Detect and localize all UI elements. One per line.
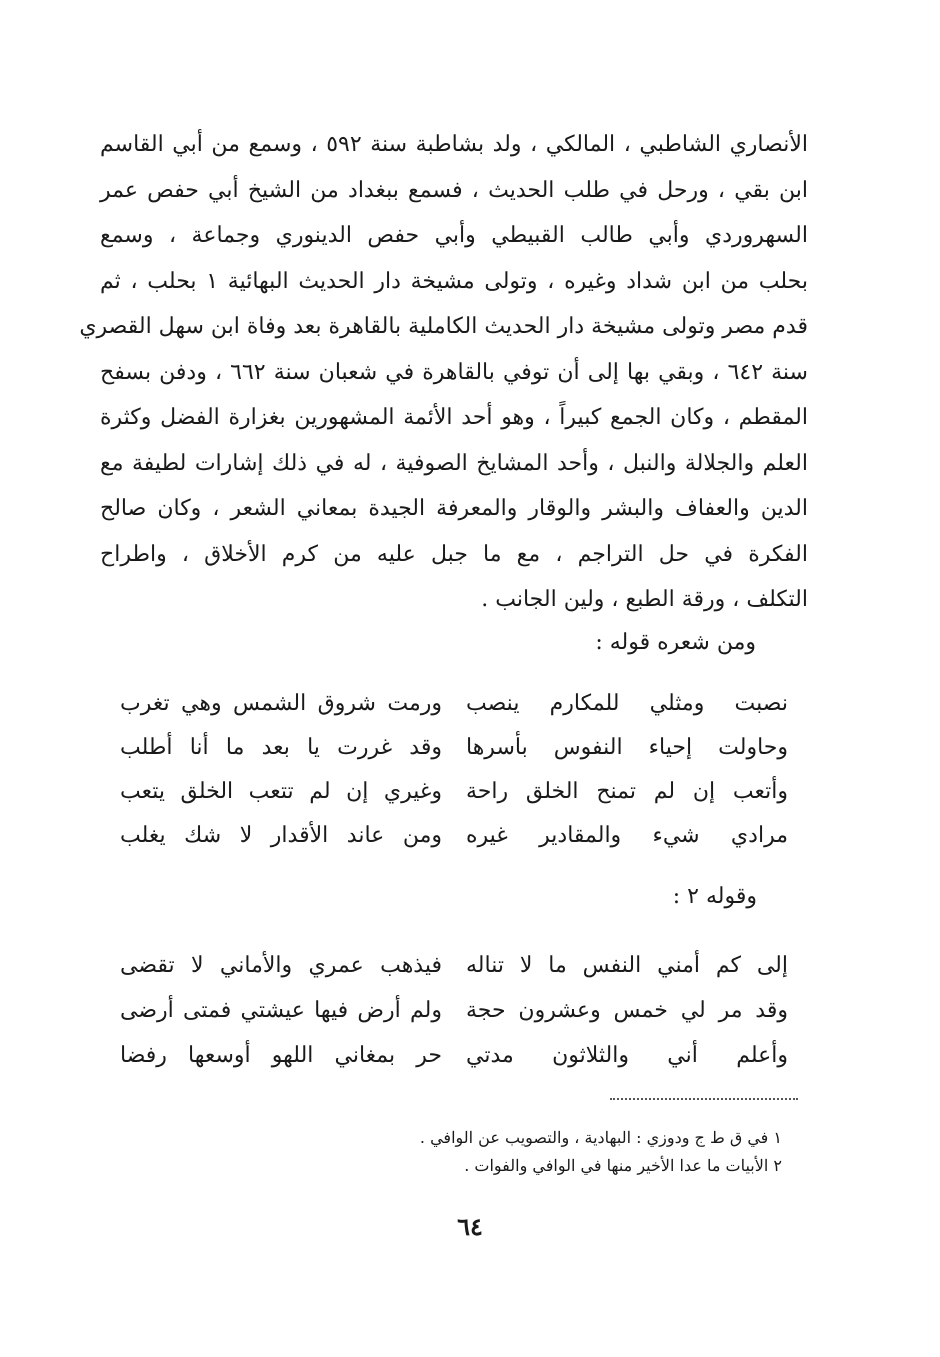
verse-first-hemistich: إلى كم أمني النفس ما لا تناله	[466, 953, 788, 978]
verse	[120, 682, 788, 726]
verse	[120, 943, 788, 988]
verse-second-hemistich: ولم أرض فيها عيشتي فمتى أرضى	[120, 998, 442, 1023]
verse-second-hemistich: حر بمغاني اللهو أوسعها رفضا	[120, 1043, 442, 1068]
poem	[120, 943, 788, 1078]
poem	[120, 682, 788, 858]
verse-first-hemistich: نصبت ومثلي للمكارم ينصب	[466, 691, 788, 716]
page-number: ٦٤	[457, 1212, 483, 1241]
verse-first-hemistich: مرادي شيء والمقادير غيره	[466, 823, 788, 848]
prose-line: بحلب من ابن شداد وغيره ، وتولى مشيخة دار الحديث البهائية ١ بحلب ، ثم	[100, 268, 808, 294]
biography-paragraph	[79, 122, 808, 623]
verse-first-hemistich: وأتعب إن لم تمنح الخلق راحة	[466, 779, 788, 804]
prose-line: الدين والعفاف والبشر والوقار والمعرفة الجيدة بمعاني الشعر ، وكان صالح	[100, 496, 808, 521]
verse-second-hemistich: وقد غررت يا بعد ما أنا أطلب	[120, 735, 442, 760]
prose-line: السهروردي وأبي طالب القبيطي وأبي حفص الدينوري وجماعة ، وسمع	[100, 223, 808, 248]
verse-first-hemistich: وحاولت إحياء النفوس بأسرها	[466, 735, 788, 760]
verse-second-hemistich: وغيري إن لم تتعب الخلق يتعب	[120, 779, 442, 804]
prose-line: الأنصاري الشاطبي ، المالكي ، ولد بشاطبة سنة ٥٩٢ ، وسمع من أبي القاسم	[100, 132, 808, 157]
prose-line: قدم مصر وتولى مشيخة دار الحديث الكاملية بالقاهرة بعد وفاة ابن سهل القصري	[79, 314, 808, 339]
verse-first-hemistich: وقد مر لي خمس وعشرون حجة	[466, 998, 788, 1023]
verse	[120, 770, 788, 814]
prose-line: العلم والجلالة والنبل ، وأحد المشايخ الصوفية ، له في ذلك إشارات لطيفة مع	[100, 450, 808, 476]
verse	[120, 1033, 788, 1078]
verse-second-hemistich: ومن عاند الأقدار لا شك يغلب	[120, 823, 442, 848]
prose-line: المقطم ، وكان الجمع كبيراً ، وهو أحد الأئمة المشهورين بغزارة الفضل وكثرة	[100, 405, 808, 430]
verse	[120, 988, 788, 1033]
prose-line: سنة ٦٤٢ ، وبقي بها إلى أن توفي بالقاهرة في شعبان سنة ٦٦٢ ، ودفن بسفح	[100, 359, 808, 385]
footnote-divider	[610, 1098, 798, 1100]
verse	[120, 726, 788, 770]
verse-second-hemistich: ورمت شروق الشمس وهي تغرب	[120, 691, 442, 716]
prose-line: الفكرة في حل التراجم ، مع ما جبل عليه من كرم الأخلاق ، واطراح	[100, 541, 808, 567]
footnote: ٢ الأبيات ما عدا الأخير منها في الوافي والفوات .	[464, 1156, 782, 1175]
poem-intro: وقوله ٢ :	[672, 884, 757, 909]
verse-first-hemistich: وأعلم أني والثلاثون مدتي	[466, 1043, 788, 1068]
prose-line: التكلف ، ورقة الطبع ، ولين الجانب .	[481, 587, 808, 612]
prose-line: ابن بقي ، ورحل في طلب الحديث ، فسمع ببغداد من الشيخ أبي حفص عمر	[100, 177, 808, 203]
verse	[120, 814, 788, 858]
footnotes	[420, 1124, 782, 1180]
footnote: ١ في ق ط ج ودوزي : البهادية ، والتصويب عن الوافي .	[419, 1128, 782, 1147]
verse-second-hemistich: فيذهب عمري والأماني لا تقضى	[120, 953, 442, 978]
poem-intro: ومن شعره قوله :	[595, 630, 756, 655]
